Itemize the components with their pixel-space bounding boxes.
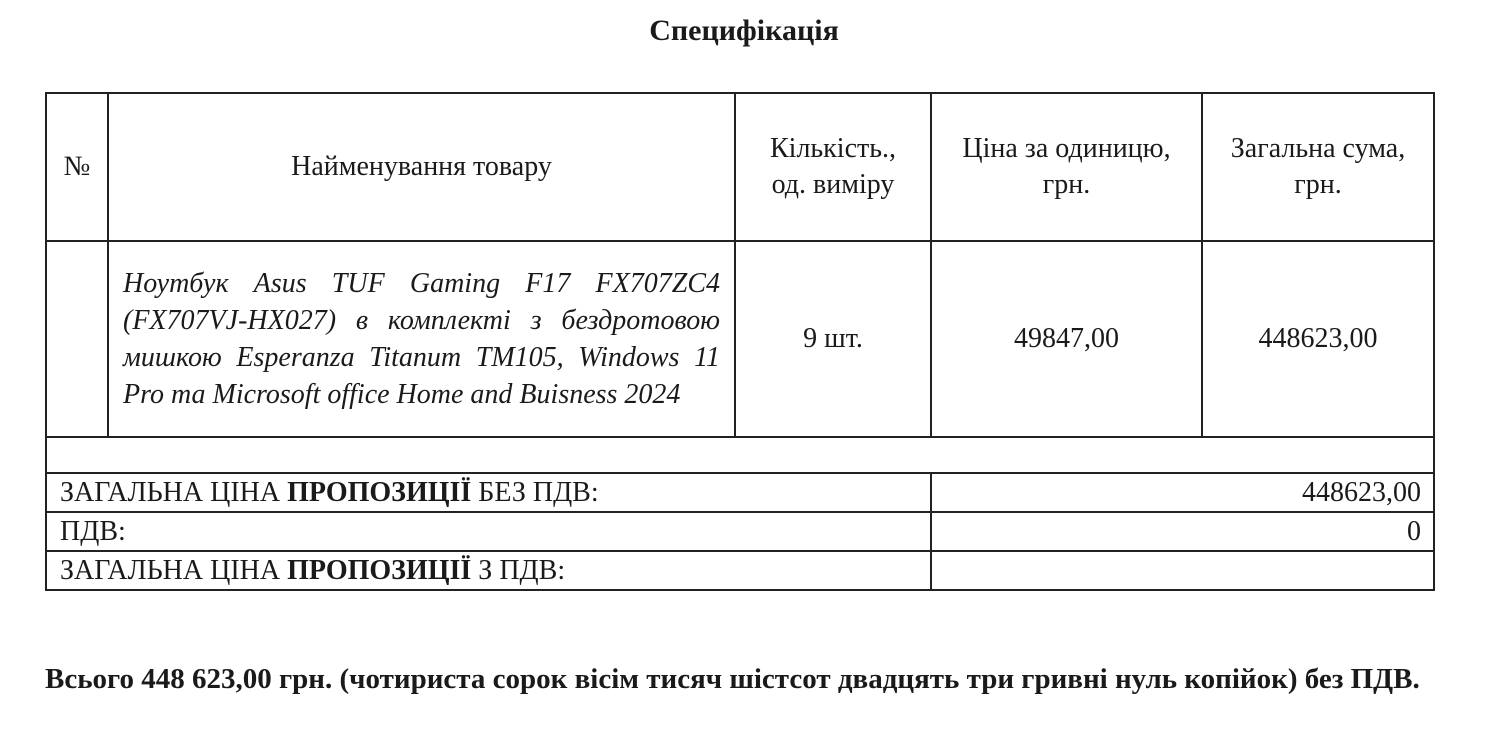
item-quantity: 9 шт. (735, 241, 931, 437)
summary-without-vat-suffix: БЕЗ ПДВ: (471, 476, 599, 508)
summary-vat-value: 0 (931, 512, 1434, 551)
summary-with-vat-prefix: ЗАГАЛЬНА ЦІНА (60, 554, 288, 586)
header-unit-price-line2: грн. (1042, 169, 1091, 200)
specification-table (45, 92, 1435, 591)
summary-row-without-vat (46, 473, 1434, 512)
item-total-sum: 448623,00 (1202, 241, 1434, 437)
summary-with-vat-value (931, 551, 1434, 590)
summary-with-vat-bold: ПРОПОЗИЦІЇ (287, 554, 472, 586)
header-quantity (735, 93, 931, 241)
item-number (46, 241, 108, 437)
document-title: Специфікація (649, 14, 839, 47)
summary-row-with-vat (46, 551, 1434, 590)
empty-row (46, 437, 1434, 473)
header-total-sum-line1: Загальна сума, (1230, 133, 1406, 164)
summary-with-vat-label (46, 551, 931, 590)
summary-vat-label: ПДВ: (46, 512, 931, 551)
summary-row-vat (46, 512, 1434, 551)
total-amount-text: Всього 448 623,00 грн. (чотириста сорок вісім тисяч шістсот двадцять три гривні нуль копійок) без ПДВ. (45, 663, 1420, 695)
summary-without-vat-value: 448623,00 (931, 473, 1434, 512)
table-header-row (46, 93, 1434, 241)
table-row (46, 241, 1434, 437)
header-quantity-line1: Кількість., (769, 133, 896, 164)
item-name: Ноутбук Asus TUF Gaming F17 FX707ZC4 (FX707VJ-HX027) в комплекті з бездротовою мишкою Esperanza Titanum TM105, Windows 11 Pro та Microsoft office Home and Buisness 2024 (108, 241, 735, 437)
header-unit-price-line1: Ціна за одиницю, (962, 133, 1171, 164)
header-product-name: Найменування товару (108, 93, 735, 241)
header-total-sum (1202, 93, 1434, 241)
empty-cell (46, 437, 1434, 473)
header-number: № (46, 93, 108, 241)
summary-without-vat-bold: ПРОПОЗИЦІЇ (287, 476, 472, 508)
header-unit-price (931, 93, 1202, 241)
summary-with-vat-suffix: З ПДВ: (471, 554, 566, 586)
summary-without-vat-prefix: ЗАГАЛЬНА ЦІНА (60, 476, 288, 508)
header-quantity-line2: од. виміру (771, 169, 895, 200)
header-total-sum-line2: грн. (1294, 169, 1342, 200)
summary-without-vat-label (46, 473, 931, 512)
item-unit-price: 49847,00 (931, 241, 1202, 437)
